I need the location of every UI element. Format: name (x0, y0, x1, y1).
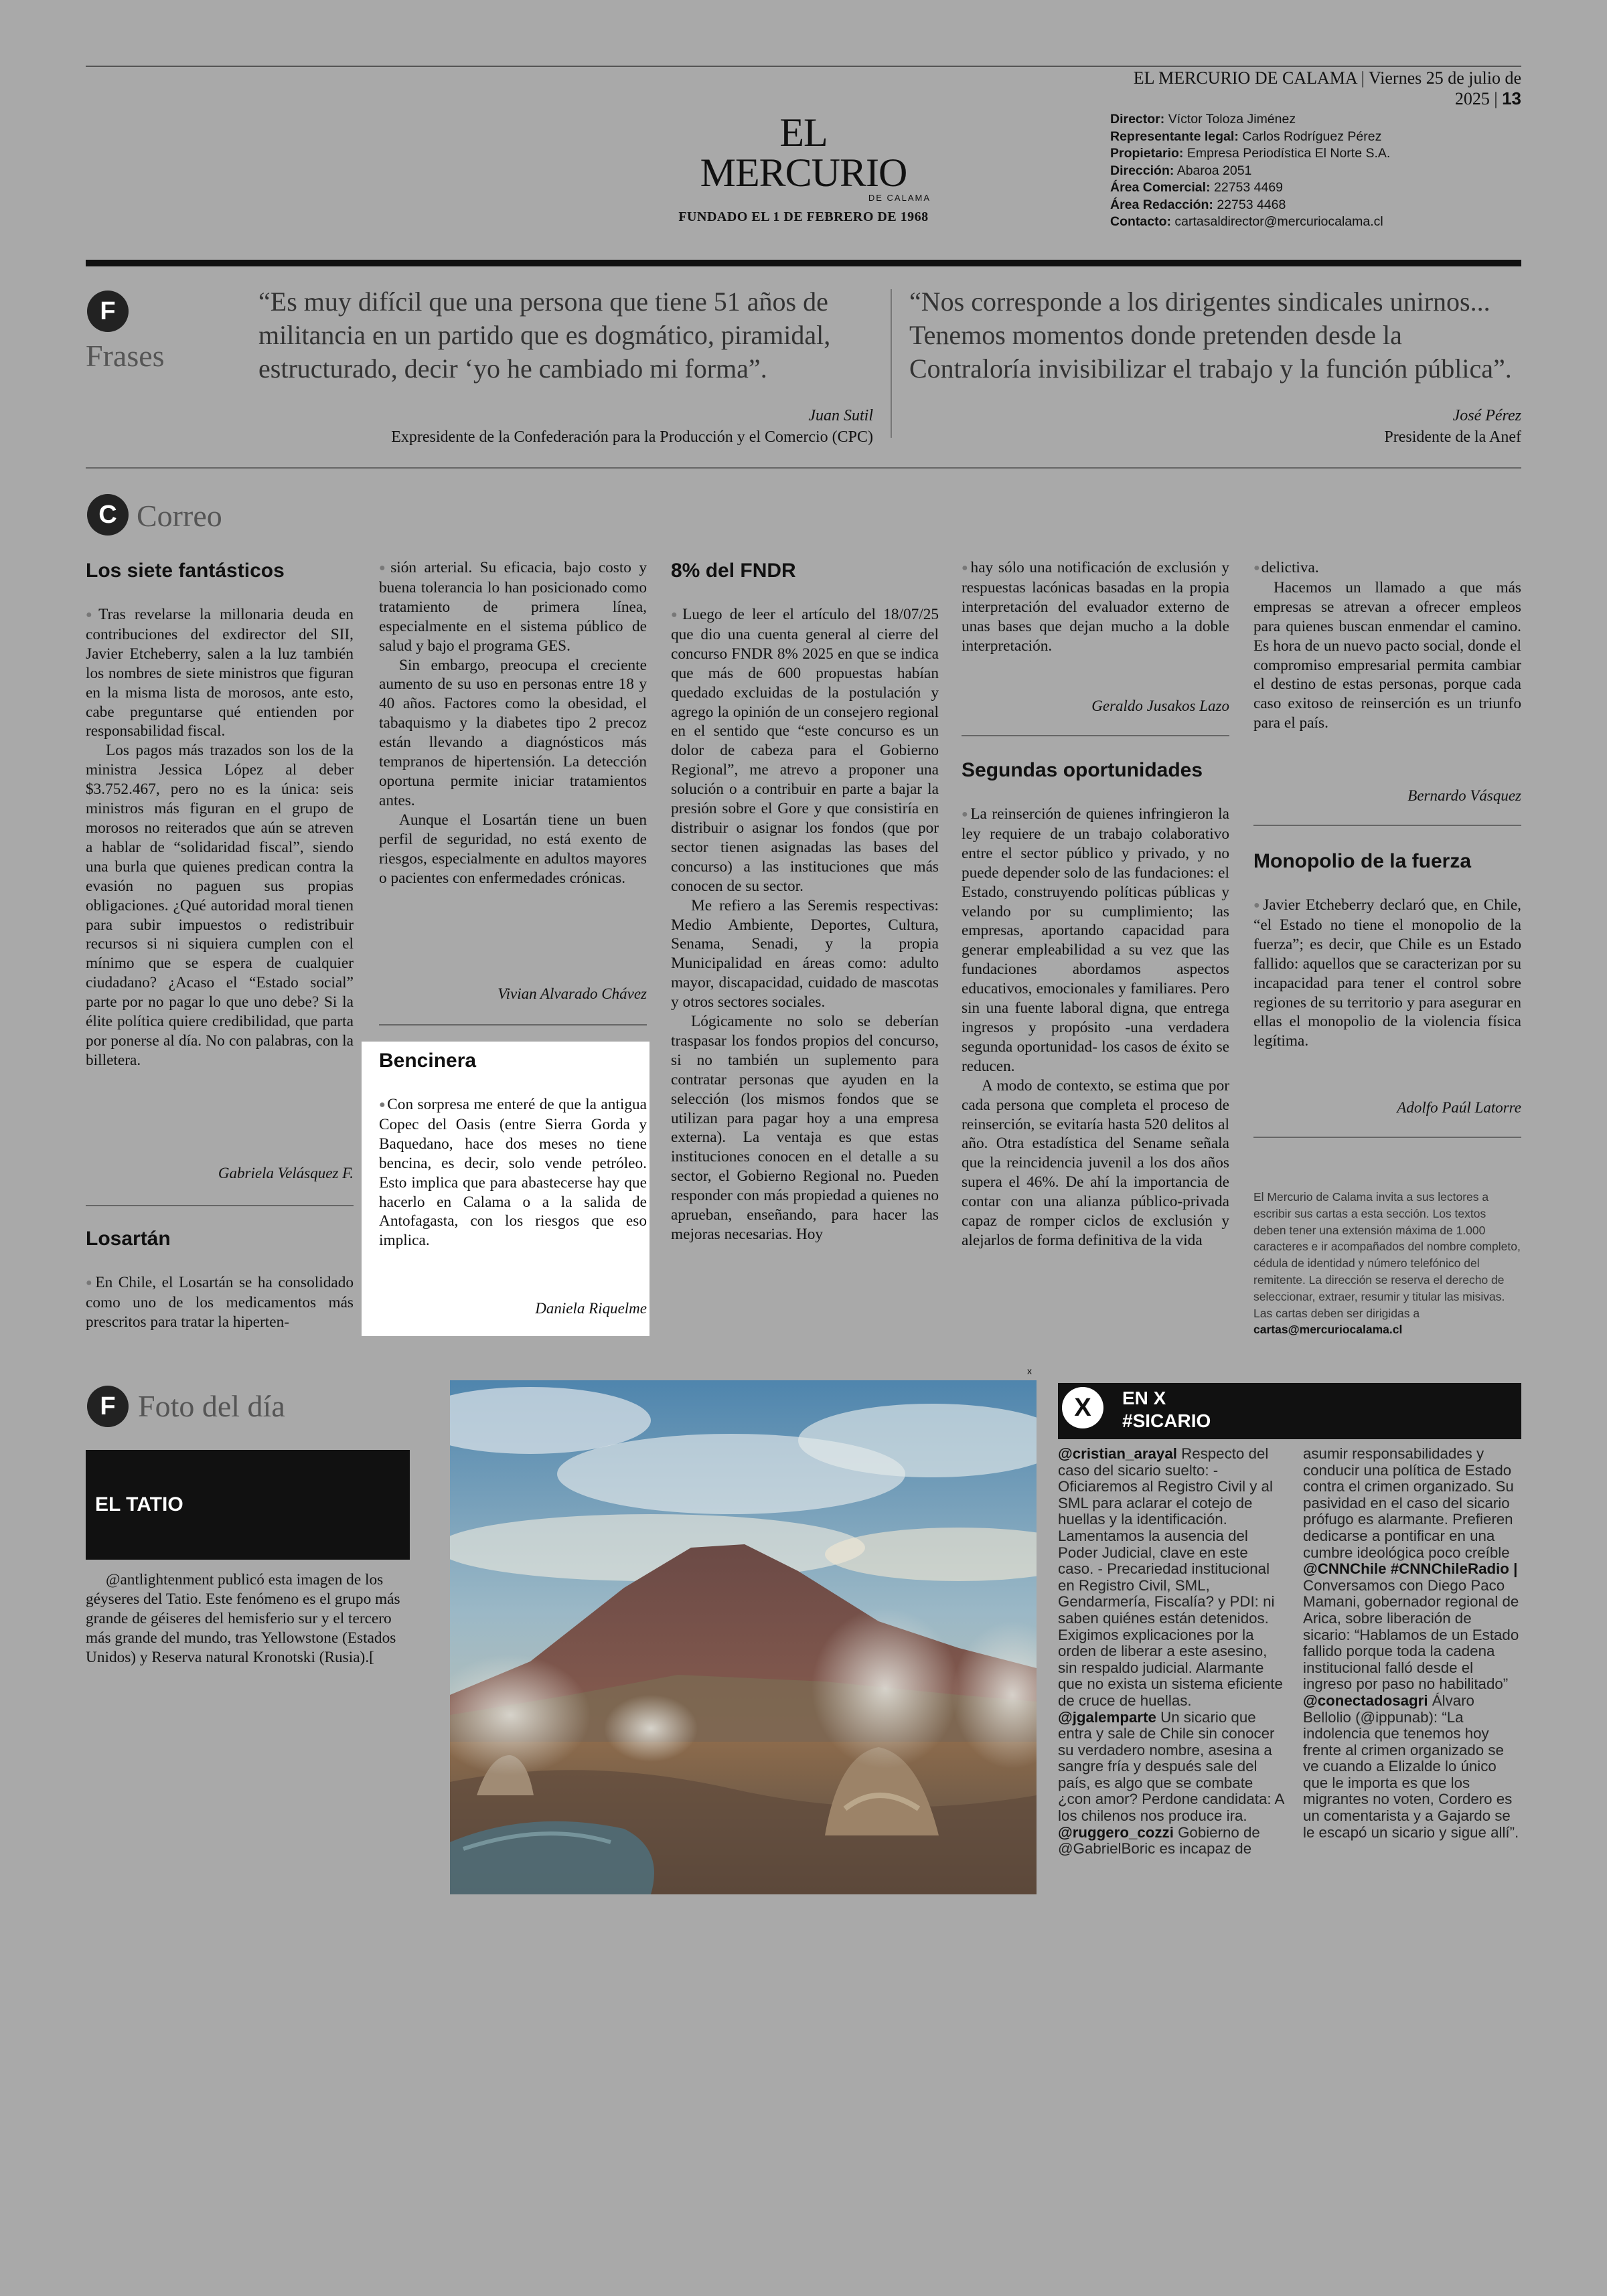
tweet-text: asumir responsabilidades y conducir una política de Estado contra el crimen organizado. Su pasividad en el caso del sicario prófugo es alarmante. Prefieren dedicarse a pontificar en una cumbre ideológica poco creíble (1303, 1445, 1514, 1561)
masthead-subtitle: DE CALAMA (868, 193, 931, 203)
letters-email[interactable]: cartas@mercuriocalama.cl (1253, 1323, 1403, 1337)
letter-paragraph: ● Luego de leer el artículo del 18/07/25 que dio una cuenta general al cierre del concurso FNDR 8% 2025 en que se indica que más de 600 propuestas habían quedado excluidas de la postulación y agrego la opinión de un consejero regional en el sentido que “este concurso es un dolor de cabeza para el Gobierno Regional”, me atrevo a proponer una solución o a contribuir en parte a bajar la presión sobre el Gore y que consistiría en distribuir o asignar los fondos (que por sector tienen asignadas las bases del concurso) a las instituciones que más conocen de su sector. (671, 605, 939, 896)
signature-fndr: Geraldo Jusakos Lazo (1091, 698, 1229, 714)
tweets-col-1 (1058, 1446, 1286, 1858)
letters-note (1253, 1189, 1521, 1338)
staff-line: Contacto: cartasaldirector@mercuriocalama.cl (1110, 214, 1383, 229)
tatio-title: EL TATIO (95, 1493, 183, 1515)
correo-badge: C (87, 494, 129, 536)
tweet-text: Conversamos con Diego Paco Mamani, gobernador regional de Arica, sobre liberación de sicario: “Hablamos de un Estado fallido porque toda la cadena institucional falló desde el ingreso por paso no habilitado” (1303, 1576, 1519, 1693)
top-rule (86, 66, 1521, 67)
enx-title (1122, 1387, 1211, 1432)
tweet (1303, 1561, 1521, 1693)
letter-paragraph: ● Tras revelarse la millonaria deuda en contribuciones del exdirector del SII, Javier Etcheberry, salen a la luz también los nombres de siete ministros que figuran en la misma lista de morosos, ante esto, cabe preguntarse qué entienden por responsabilidad fiscal. (86, 605, 354, 741)
letter-losartan-body-2 (379, 558, 647, 888)
masthead-founded: FUNDADO EL 1 DE FEBRERO DE 1968 (678, 210, 929, 224)
masthead-title: EL MERCURIO (700, 110, 907, 195)
letter-paragraph: ● La reinserción de quienes infringieron la ley requiere de un trabajo colaborativo entre el sector público y privado, y no puede depender solo de las fundaciones: el Estado, construyendo políticas públicas y velando por su cumplimiento; las empresas, aportando capacidad para generar empleabilidad a su vez que las fundaciones abordamos aspectos educativos, emocionales y familiares. Pero sin una fuente laboral digna, que entrega ingresos y propósito -una verdadera segunda oportunidad- los casos de éxito se reducen. (962, 805, 1229, 1076)
el-tatio-photo (450, 1380, 1037, 1894)
staff-box (1110, 111, 1512, 231)
letter-paragraph: ● delictiva. (1253, 558, 1521, 578)
frases-badge: F (87, 291, 129, 332)
letter-paragraph: Hacemos un llamado a que más empresas se atrevan a ofrecer empleos para quienes buscan enmendar el camino. Es hora de un nuevo pacto social, donde el compromiso empresarial permita cambiar el destino de estas personas, porque cada caso exitoso de reinserción es un triunfo para el país. (1253, 578, 1521, 732)
tweet-text: Gobierno de @GabrielBoric es incapaz de (1058, 1823, 1260, 1858)
letter-siete-body (86, 605, 354, 1070)
letter-segundas-body (962, 805, 1229, 1250)
page-number: 13 (1502, 88, 1521, 108)
divider (1253, 825, 1521, 826)
foto-badge: F (87, 1386, 129, 1427)
staff-line: Dirección: Abaroa 2051 (1110, 163, 1252, 178)
tweets-col-2 (1303, 1446, 1521, 1841)
letter-fndr-body-2 (962, 558, 1229, 656)
letter-paragraph: Lógicamente no solo se deberían traspasar los fondos propios del concurso, si no también un suplemento para contratar personas que ayuden en la selección (los mismos fondos que se utilizan para pagar hoy a una empresa externa). La ventaja es que estas instituciones conocen en el detalle a su sector, el Gobierno Regional no. Pueden responder con más propiedad a quienes no aprueban, enseñando, para hacer las mejoras necesarias. Hoy (671, 1013, 939, 1243)
header-thick-rule (86, 260, 1521, 266)
letter-fndr-body (671, 605, 939, 1244)
letter-paragraph: Los pagos más trazados son los de la ministra Jessica López al deber $3.752.467, pero no es la única: seis ministros más figuran en el grupo de morosos no reiterados que aún se atreven a hablar de “solidaridad fiscal”, siendo una burla que quienes predican contra la evasión no paguen sus propias obligaciones. ¿Qué autoridad moral tienen para subir impuestos o redistribuir recursos si ni siquiera cumplen con el mínimo que se espera de cualquier ciudadano? ¿Acaso el “Estado social” parte por no pagar lo que uno debe? Si la élite política quiere credibilidad, que parta por ponerse al día. No con palabras, con la billetera. (86, 742, 354, 1069)
staff-line: Representante legal: Carlos Rodríguez Pérez (1110, 129, 1382, 144)
staff-line: Propietario: Empresa Periodística El Norte S.A. (1110, 146, 1391, 161)
staff-line: Área Comercial: 22753 4469 (1110, 180, 1284, 195)
letter-paragraph: ● Javier Etcheberry declaró que, en Chile, “el Estado no tiene el monopolio de la fuerza”; es decir, que Chile es un Estado fallido: aquellos que se caracterizan por su incapacidad para tener el control sobre regiones de su territorio y para asegurar en ellas el monopolio de la violencia física legítima. (1253, 896, 1521, 1051)
foto-caption (86, 1570, 410, 1667)
header-dateline (1112, 68, 1521, 109)
quote-1-author: Juan Sutil (808, 407, 873, 424)
staff-line: Área Redacción: 22753 4468 (1110, 197, 1286, 212)
letter-paragraph: A modo de contexto, se estima que por cada persona que completa el proceso de reinserción, se evitaría hasta 520 delitos al año. Otra estadística del Sename señala que la reincidencia juvenil a los dos años supera el 46%. De ahí la importancia de contar con una alianza público-privada capaz de romper ciclos de exclusión y alejarlos de forma definitiva de la vida (962, 1076, 1229, 1249)
letter-title-monopolio: Monopolio de la fuerza (1253, 850, 1472, 872)
tweet (1058, 1710, 1286, 1825)
tweet-handle[interactable]: @ruggero_cozzi (1058, 1823, 1174, 1841)
frases-divider (891, 289, 892, 438)
letter-title-segundas: Segundas oportunidades (962, 759, 1203, 781)
tatio-title-box (86, 1450, 410, 1560)
signature-monopolio: Adolfo Paúl Latorre (1397, 1099, 1521, 1116)
letter-paragraph: Me refiero a las Seremis respectivas: Medio Ambiente, Deportes, Cultura, Senama, Senadi, y la propia Municipalidad en áreas como: adulto mayor, discapacidad, cuidado de mascotas y otros sectores sociales. (671, 896, 939, 1011)
divider (962, 735, 1229, 736)
letter-paragraph: ● hay sólo una notificación de exclusión y respuestas lacónicas basadas en la propia interpretación del evaluador externo de unas bases que dejan mucho a la doble interpretación. (962, 558, 1229, 656)
tweet-handle[interactable]: @cristian_arayal (1058, 1445, 1177, 1462)
quote-1-text: “Es muy difícil que una persona que tiene 51 años de militancia en un partido que es dogmático, piramidal, estructurado, decir ‘yo he cambiado mi forma”. (258, 286, 831, 384)
tweet-handle[interactable]: @conectadosagri (1303, 1692, 1428, 1709)
correo-label: Correo (137, 499, 222, 533)
tweet (1303, 1446, 1521, 1561)
quote-1-role: Expresidente de la Confederación para la Producción y el Comercio (CPC) (391, 428, 873, 446)
divider (1253, 1137, 1521, 1138)
quote-2-text: “Nos corresponde a los dirigentes sindicales unirnos... Tenemos momentos donde pretenden desde la Contraloría invisibilizar el trabajo y la función pública”. (909, 286, 1512, 384)
tweet-handle[interactable]: @jgalemparte (1058, 1708, 1156, 1726)
letter-paragraph: ● En Chile, el Losartán se ha consolidado como uno de los medicamentos más prescritos para tratar la hiperten- (86, 1273, 354, 1332)
signature-bencinera: Daniela Riquelme (535, 1300, 647, 1317)
staff-line: Director: Víctor Toloza Jiménez (1110, 112, 1296, 127)
enx-title-line1: EN X (1122, 1388, 1166, 1408)
tweet (1058, 1446, 1286, 1710)
frases-bottom-rule (86, 467, 1521, 469)
letter-paragraph: Sin embargo, preocupa el creciente aumento de su uso en personas entre 18 y 40 años. Factores como la obesidad, el tabaquismo y la diabetes tipo 2 precoz están llevando a diagnósticos más tempranos de hipertensión. La detección oportuna permite iniciar tratamientos antes. (379, 656, 647, 809)
tweet (1058, 1825, 1286, 1858)
letter-title-losartan: Losartán (86, 1228, 171, 1250)
letter-bencinera-body (379, 1095, 647, 1250)
letter-title-fndr: 8% del FNDR (671, 560, 796, 582)
signature-segundas: Bernardo Vásquez (1407, 787, 1521, 804)
tweet-text: Respecto del caso del sicario suelto: - Oficiaremos al Registro Civil y al SML para aclarar el cotejo de huellas y la identificación. Lamentamos la ausencia del Poder Judicial, clave en este caso. - Precariedad institucional en Registro Civil, SML, Gendarmería, Fiscalía? y PDI: ni saben quiénes están detenidos. Exigimos explicaciones por la orden de liberar a este asesino, sin respaldo judicial. Alarmante que no exista un sistema eficiente de cruce de huellas. (1058, 1445, 1283, 1709)
tweet-text: Un sicario que entra y sale de Chile sin conocer su verdadero nombre, asesina a sangre fría y después sale del país, es algo que se combate ¿con amor? Perdone candidata: A los chilenos nos produce ira. (1058, 1708, 1284, 1825)
letter-segundas-body-2 (1253, 558, 1521, 733)
letter-paragraph: Aunque el Losartán tiene un buen perfil de seguridad, no está exento de riesgos, especialmente en adultos mayores o pacientes con enfermedades crónicas. (379, 811, 647, 887)
quote-2-role: Presidente de la Anef (1384, 428, 1521, 446)
tweet (1303, 1693, 1521, 1841)
signature-siete: Gabriela Velásquez F. (218, 1165, 354, 1181)
letter-paragraph: ● Con sorpresa me enteré de que la antigua Copec del Oasis (entre Sierra Gorda y Baquedano, hace dos meses no tiene bencina, es decir, solo vende petróleo. Esto implica que para abastecerse hay que hacerlo en Calama o a la salida de Antofagasta, con los riesgos que eso implica. (379, 1095, 647, 1250)
tweet-handle[interactable]: @CNNChile #CNNChileRadio | (1303, 1560, 1518, 1578)
signature-losartan: Vivian Alvarado Chávez (498, 985, 647, 1002)
caption-text: @antlightenment publicó esta imagen de los géyseres del Tatio. Este fenómeno es el grupo más grande de géiseres del hemisferio sur y el tercero más grande del mundo, tras Yellowstone (Estados Unidos) y Reserva natural Kronotski (Rusia).[ (86, 1571, 400, 1666)
letter-monopolio-body (1253, 896, 1521, 1051)
letter-paragraph: ● sión arterial. Su eficacia, bajo costo y buena tolerancia lo han posicionado como tratamiento de primera línea, especialmente en el sistema público de salud y bajo el programa GES. (379, 558, 647, 656)
foto-label: Foto del día (138, 1389, 285, 1423)
letter-title-siete: Los siete fantásticos (86, 560, 285, 582)
divider (86, 1205, 354, 1206)
masthead (676, 112, 931, 225)
frases-label: Frases (86, 339, 165, 373)
note-text: El Mercurio de Calama invita a sus lectores a escribir sus cartas a esta sección. Los textos deben tener una extensión máxima de 1.000 caracteres e ir acompañados del nombre completo, cédula de identidad y número telefónico del remitente. La dirección se reserva el derecho de seleccionar, extraer, resumir y titular las misivas. Las cartas deben ser dirigidas a (1253, 1190, 1521, 1320)
contact-email[interactable]: cartasaldirector@mercuriocalama.cl (1174, 214, 1383, 229)
letter-title-bencinera: Bencinera (379, 1050, 477, 1072)
enx-title-line2: #SICARIO (1122, 1410, 1211, 1431)
close-icon[interactable]: x (1027, 1366, 1032, 1376)
quote-2-author: José Pérez (1452, 407, 1521, 424)
x-logo-icon: X (1062, 1387, 1103, 1428)
letter-losartan-body-1 (86, 1273, 354, 1332)
divider (379, 1024, 647, 1026)
tweet-text: Álvaro Bellolio (@ippunab): “La indolencia que tenemos hoy frente al crimen organizado se ve cuando a Elizalde lo único que le importa es que los migrantes no voten, Cordero es un comentarista y a Gajardo se le escapó un sicario y sigue allí”. (1303, 1692, 1519, 1841)
dateline-text: EL MERCURIO DE CALAMA | Viernes 25 de julio de 2025 | (1133, 68, 1521, 108)
